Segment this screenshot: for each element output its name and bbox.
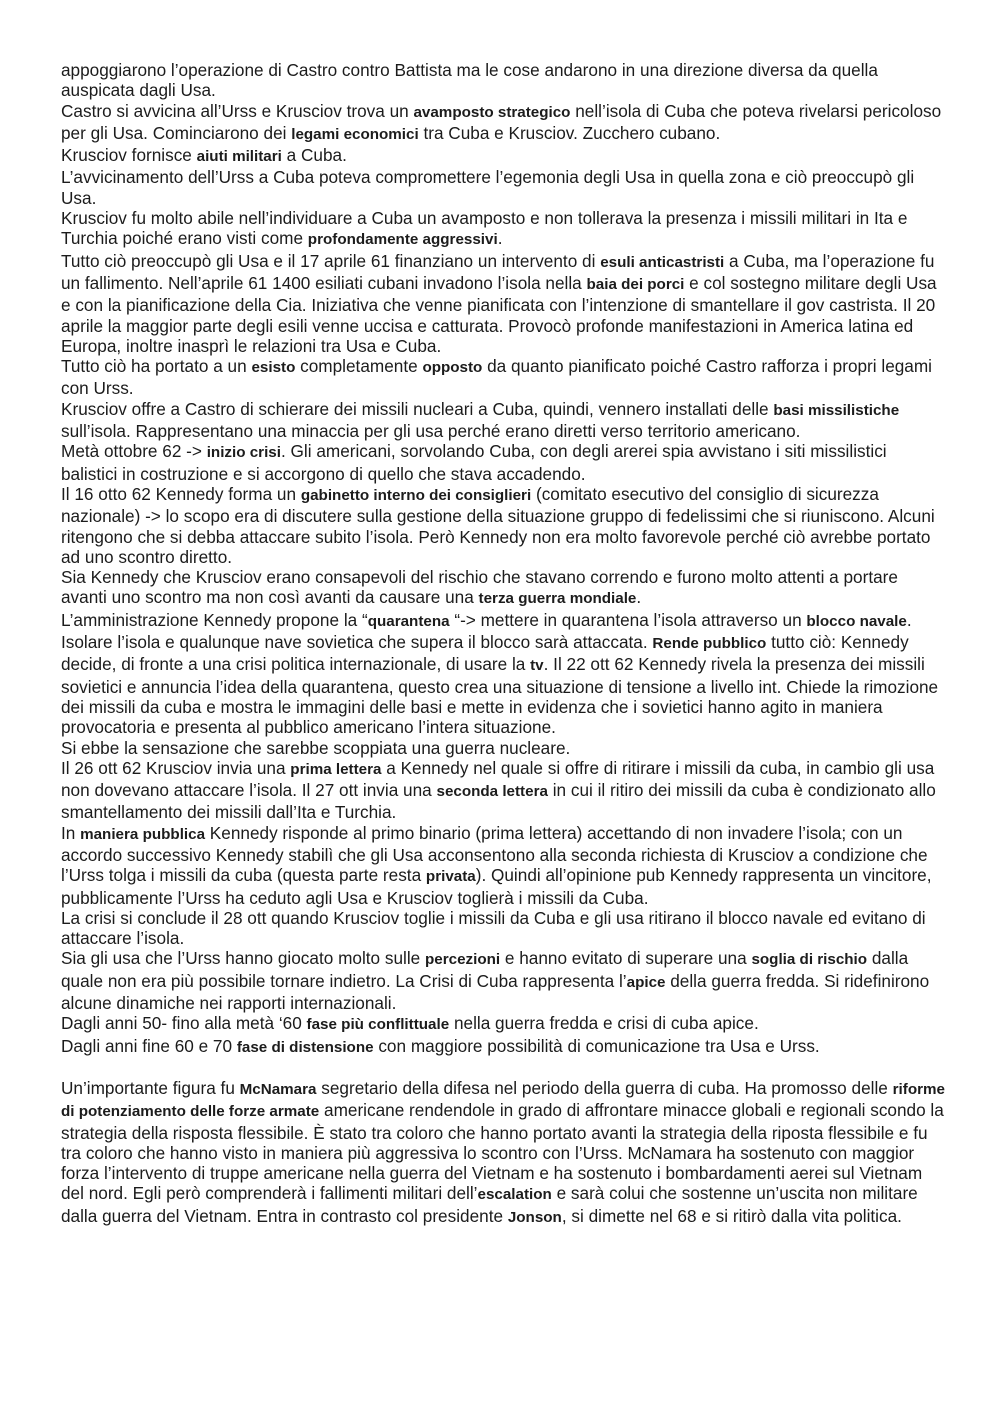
paragraph xyxy=(61,1078,946,1228)
text-run: Krusciov offre a Castro di schierare dei missili nucleari a Cuba, quindi, vennero installati delle xyxy=(61,398,774,419)
bold-term: maniera pubblica xyxy=(80,825,206,843)
paragraph xyxy=(61,738,946,758)
text-run: Sia gli usa che l’Urss hanno giocato molto sulle xyxy=(61,948,425,969)
text-run: . Isolare l’isola e qualunque nave sovietica che supera il blocco sarà attaccata. xyxy=(61,609,912,653)
text-run: Kennedy risponde al primo binario (prima lettera) accettando di non invadere l’isola; con un accordo successivo Kennedy stabilì che gli Usa acconsentono alla seconda richiesta di Krusciov a condizione che l’Urss tolga i missili da cuba (questa parte resta xyxy=(61,822,928,886)
bold-term: fase di distensione xyxy=(236,1038,374,1056)
bold-term: percezioni xyxy=(425,951,501,969)
text-run: appoggiarono l’operazione di Castro contro Battista ma le cose andarono in una direzione diversa da quella auspicata dagli Usa. xyxy=(61,60,878,101)
text-run: a Kennedy nel quale si offre di ritirare i missili da cuba, in cambio gli usa non dovevano attaccare l’isola. Il 27 ott invia una xyxy=(61,757,935,801)
bold-term: privata xyxy=(425,868,476,886)
text-run: , si dimette nel 68 e si ritirò dalla vita politica. xyxy=(561,1205,902,1226)
text-run: nell’isola di Cuba che poteva rivelarsi pericoloso per gli Usa. Cominciarono dei xyxy=(61,100,942,143)
paragraph xyxy=(61,441,946,484)
paragraph xyxy=(61,356,946,399)
text-run: e col sostegno militare degli Usa e con la pianificazione della Cia. Iniziativa che venne pianificata con l’intenzione di smantellare il gov castrista. Il 20 aprile la maggior parte degli esili venne uccisa e catturata. Provocò profonde manifestazioni in America latina ed Europa, inoltre inasprì le relazioni tra Usa e Cuba. xyxy=(61,272,937,356)
bold-term: terza guerra mondiale xyxy=(478,590,637,608)
text-run: da quanto pianificato poiché Castro rafforza i propri legami con Urss. xyxy=(61,356,933,399)
text-run: Tutto ciò preoccupò gli Usa e il 17 aprile 61 finanziano un intervento di xyxy=(61,250,601,271)
bold-term: gabinetto interno dei consiglieri xyxy=(300,486,532,504)
text-run: Sia Kennedy che Krusciov erano consapevoli del rischio che stavano correndo e furono molto attenti a portare avanti uno scontro ma non così avanti da causare una xyxy=(61,567,898,608)
paragraph xyxy=(61,1013,946,1035)
bold-term: riforme di potenziamento delle forze armate xyxy=(61,1080,945,1121)
text-run: Metà ottobre 62 -> xyxy=(61,441,207,462)
paragraph xyxy=(61,567,946,610)
paragraph xyxy=(61,399,946,442)
paragraph xyxy=(61,823,946,908)
text-run: In xyxy=(61,822,81,843)
paragraph xyxy=(61,948,946,1013)
text-run: . xyxy=(636,587,642,608)
bold-term: McNamara xyxy=(239,1080,317,1098)
text-run: . Gli americani, sorvolando Cuba, con degli arerei spia avvistano i siti missilistici balistici in costruzione e si accorgono di quello che stava accadendo. xyxy=(61,441,887,484)
text-run: sull’isola. Rappresentano una minaccia per gli usa perché erano diretti verso territorio americano. xyxy=(61,421,801,442)
bold-term: opposto xyxy=(422,359,483,377)
text-run: Krusciov fornisce xyxy=(61,145,197,166)
bold-term: aiuti militari xyxy=(196,148,282,166)
paragraph-spacer xyxy=(61,1058,946,1078)
text-run: con maggiore possibilità di comunicazione tra Usa e Urss. xyxy=(373,1035,820,1056)
text-run: nella guerra fredda e crisi di cuba apice. xyxy=(449,1013,759,1034)
paragraph xyxy=(61,101,946,146)
text-run: “-> mettere in quarantena l’isola attraverso un xyxy=(449,609,807,630)
text-run: L’avvicinamento dell’Urss a Cuba poteva compromettere l’egemonia degli Usa in quella zona e ciò preoccupò gli Usa. xyxy=(61,167,915,208)
bold-term: escalation xyxy=(477,1186,552,1204)
paragraph xyxy=(61,758,946,823)
text-run: dalla quale non era più possibile tornare indietro. La Crisi di Cuba rappresenta l’ xyxy=(61,948,909,991)
text-run: della guerra fredda. Si ridefinirono alcune dinamiche nei rapporti internazionali. xyxy=(61,970,930,1014)
bold-term: esuli anticastristi xyxy=(600,253,725,271)
bold-term: basi missilistiche xyxy=(773,401,900,419)
paragraph xyxy=(61,167,946,208)
text-run: a Cuba. xyxy=(281,145,347,166)
text-run: Un’importante figura fu xyxy=(61,1077,240,1098)
paragraph xyxy=(61,1036,946,1058)
paragraph xyxy=(61,908,946,949)
text-run: a Cuba, ma l’operazione fu un fallimento. Nell’aprile 61 1400 esiliati cubani invadono l’isola nella xyxy=(61,250,935,293)
bold-term: Rende pubblico xyxy=(652,635,767,653)
text-run: Si ebbe la sensazione che sarebbe scoppiata una guerra nucleare. xyxy=(61,737,571,758)
paragraph xyxy=(61,60,946,101)
bold-term: prima lettera xyxy=(290,760,382,778)
bold-term: Jonson xyxy=(507,1208,562,1226)
document-page xyxy=(61,60,946,1228)
text-run: . Il 22 ott 62 Kennedy rivela la presenza dei missili sovietici e annuncia l’idea della quarantena, questo crea una situazione di tensione a livello int. Chiede la rimozione dei missili da cuba e mostra le immagini delle basi e mette in evidenza che i sovietici hanno agito in maniera provocatoria e presenta al pubblico americano l’intera situazione. xyxy=(61,654,939,738)
text-run: tra Cuba e Krusciov. Zucchero cubano. xyxy=(418,122,721,143)
bold-term: inizio crisi xyxy=(206,444,281,462)
bold-term: quarantena xyxy=(367,612,450,630)
text-run: L’amministrazione Kennedy propone la “ xyxy=(61,609,368,630)
bold-term: avamposto strategico xyxy=(413,103,571,121)
bold-term: seconda lettera xyxy=(436,783,548,801)
text-run: ). Quindi all’opinione pub Kennedy rappresenta un vincitore, pubblicamente l’Urss ha ceduto agli Usa e Krusciov toglierà i missili da Cuba. xyxy=(61,865,932,908)
paragraph xyxy=(61,145,946,167)
paragraph xyxy=(61,208,946,251)
bold-term: blocco navale xyxy=(806,612,907,630)
text-run: tutto ciò: Kennedy decide, di fronte a una crisi politica internazionale, di usare la xyxy=(61,632,909,675)
bold-term: legami economici xyxy=(291,125,419,143)
bold-term: soglia di rischio xyxy=(751,951,868,969)
bold-term: profondamente aggressivi xyxy=(307,231,498,249)
text-run: in cui il ritiro dei missili da cuba è condizionato allo smantellamento dei missili dall’Ita e Turchia. xyxy=(61,780,936,823)
bold-term: fase più conflittuale xyxy=(306,1016,450,1034)
text-run: Il 26 ott 62 Krusciov invia una xyxy=(61,757,291,778)
bold-term: apice xyxy=(626,973,666,991)
text-run: e sarà colui che sostenne un’uscita non militare dalla guerra del Vietnam. Entra in contrasto col presidente xyxy=(61,1183,918,1226)
bold-term: tv xyxy=(530,657,544,675)
text-run: Il 16 otto 62 Kennedy forma un xyxy=(61,483,301,504)
text-run: americane rendendole in grado di affrontare minacce globali e regionali scondo la strategia della risposta flessibile. È stato tra coloro che hanno portato avanti la strategia della riposta flessibile e fu tra coloro che hanno visto in maniera più aggressiva lo scontro con l’Urss. McNamara ha sostenuto con maggior forza l’intervento di truppe americane nella guerra del Vietnam e ha sostenuto i bombardamenti aerei sul Vietnam del nord. Egli però comprenderà i fallimenti militari dell’ xyxy=(61,1100,944,1204)
paragraph xyxy=(61,610,946,738)
text-run: segretario della difesa nel periodo della guerra di cuba. Ha promosso delle xyxy=(316,1077,893,1098)
text-run: Castro si avvicina all’Urss e Krusciov trova un xyxy=(61,100,414,121)
text-run: Dagli anni 50- fino alla metà ‘60 xyxy=(61,1013,307,1034)
text-run: Krusciov fu molto abile nell’individuare a Cuba un avamposto e non tollerava la presenza i missili militari in Ita e Turchia poiché erano visti come xyxy=(61,208,908,249)
text-run: (comitato esecutivo del consiglio di sicurezza nazionale) -> lo scopo era di discutere sulla gestione della situazione gruppo di fedelissimi che si riuniscono. Alcuni ritengono che si debba attaccare subito l’isola. Però Kennedy non era molto favorevole perché ciò avrebbe portato ad uno scontro diretto. xyxy=(61,483,935,567)
text-run: Tutto ciò ha portato a un xyxy=(61,356,252,377)
bold-term: esisto xyxy=(251,359,296,377)
text-run: e hanno evitato di superare una xyxy=(500,948,752,969)
paragraph xyxy=(61,251,946,356)
paragraph xyxy=(61,484,946,567)
bold-term: baia dei porci xyxy=(586,275,685,293)
text-run: Dagli anni fine 60 e 70 xyxy=(61,1035,237,1056)
text-run: completamente xyxy=(295,356,423,377)
text-run: . xyxy=(497,228,503,249)
text-run: La crisi si conclude il 28 ott quando Krusciov toglie i missili da Cuba e gli usa ritirano il blocco navale ed evitano di attaccare l’isola. xyxy=(61,907,926,949)
